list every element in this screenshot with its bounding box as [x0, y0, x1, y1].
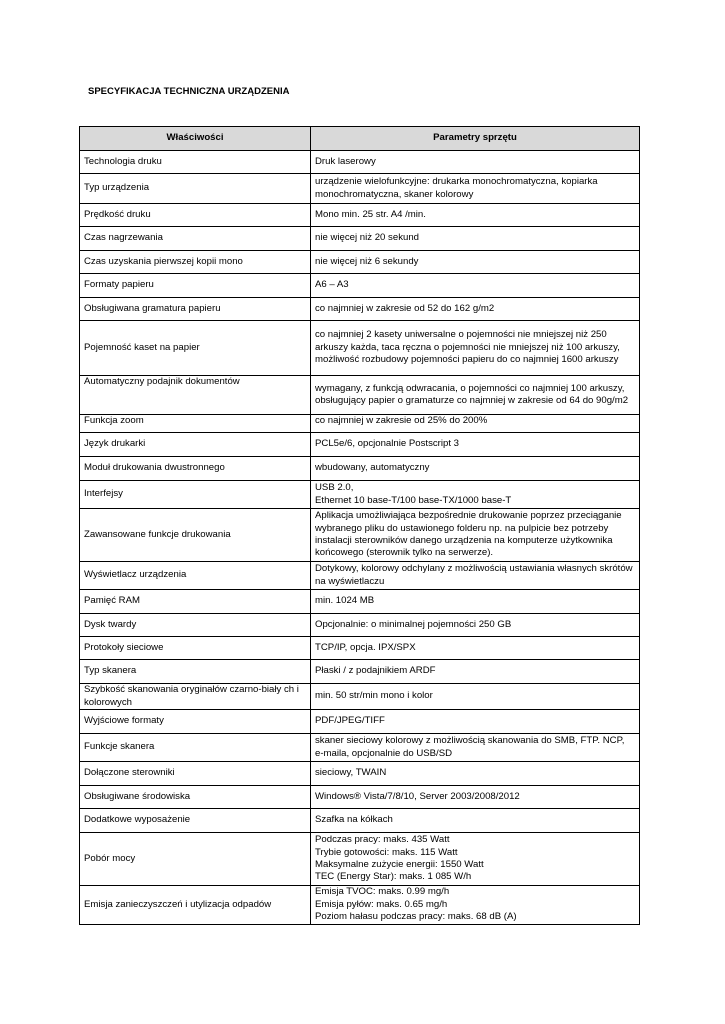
- value-cell: Podczas pracy: maks. 435 Watt Trybie gotowości: maks. 115 Watt Maksymalne zużycie energii: 1550 Watt TEC (Energy Star): maks. 1 085 W/h: [311, 833, 640, 886]
- value-cell: PDF/JPEG/TIFF: [311, 710, 640, 734]
- property-cell: Dołączone sterowniki: [80, 762, 311, 786]
- property-cell: Automatyczny podajnik dokumentów: [80, 376, 311, 415]
- property-cell: Pobór mocy: [80, 833, 311, 886]
- property-cell: Interfejsy: [80, 481, 311, 509]
- property-cell: Funkcje skanera: [80, 734, 311, 762]
- property-cell: Technologia druku: [80, 151, 311, 174]
- table-row: [80, 433, 640, 457]
- value-cell: Aplikacja umożliwiająca bezpośrednie drukowanie poprzez przeciąganie wybranego pliku do ustawionego folderu np. na pulpicie bez potrzeby instalacji sterowników danego urządzenia na komputerze użytkownika końcowego (sterownik tylko na serwerze).: [311, 509, 640, 562]
- value-cell: Emisja TVOC: maks. 0.99 mg/h Emisja pyłów: maks. 0.65 mg/h Poziom hałasu podczas pracy: maks. 68 dB (A): [311, 886, 640, 925]
- table-row: [80, 251, 640, 274]
- table-row: [80, 227, 640, 251]
- value-cell: wymagany, z funkcją odwracania, o pojemności co najmniej 100 arkuszy, obsługujący papier o gramaturze co najmniej w zakresie od 64 do 90g/m2: [311, 376, 640, 415]
- value-cell: Opcjonalnie: o minimalnej pojemności 250 GB: [311, 614, 640, 637]
- table-row: [80, 833, 640, 886]
- property-cell: Dysk twardy: [80, 614, 311, 637]
- property-cell: Typ urządzenia: [80, 174, 311, 204]
- value-cell: PCL5e/6, opcjonalnie Postscript 3: [311, 433, 640, 457]
- table-row: [80, 376, 640, 415]
- specification-table: [79, 126, 640, 925]
- table-row: [80, 710, 640, 734]
- table-row: [80, 614, 640, 637]
- property-cell: Protokoły sieciowe: [80, 637, 311, 660]
- table-row: [80, 274, 640, 298]
- property-cell: Funkcja zoom: [80, 415, 311, 433]
- value-cell: sieciowy, TWAIN: [311, 762, 640, 786]
- value-cell: Mono min. 25 str. A4 /min.: [311, 204, 640, 227]
- property-cell: Prędkość druku: [80, 204, 311, 227]
- value-cell: urządzenie wielofunkcyjne: drukarka monochromatyczna, kopiarka monochromatyczna, skaner kolorowy: [311, 174, 640, 204]
- property-cell: Obsługiwana gramatura papieru: [80, 298, 311, 321]
- column-header-properties: Właściwości: [80, 127, 311, 151]
- table-row: [80, 509, 640, 562]
- value-cell: Dotykowy, kolorowy odchylany z możliwością ustawiania własnych skrótów na wyświetlaczu: [311, 562, 640, 590]
- table-row: [80, 457, 640, 481]
- table-row: [80, 637, 640, 660]
- value-cell: USB 2.0, Ethernet 10 base-T/100 base-TX/1000 base-T: [311, 481, 640, 509]
- property-cell: Emisja zanieczyszczeń i utylizacja odpadów: [80, 886, 311, 925]
- value-cell: skaner sieciowy kolorowy z możliwością skanowania do SMB, FTP. NCP, e-maila, opcjonalnie do USB/SD: [311, 734, 640, 762]
- property-cell: Moduł drukowania dwustronnego: [80, 457, 311, 481]
- table-row: [80, 151, 640, 174]
- table-row: [80, 684, 640, 710]
- value-cell: wbudowany, automatyczny: [311, 457, 640, 481]
- table-row: [80, 415, 640, 433]
- property-cell: Język drukarki: [80, 433, 311, 457]
- value-cell: co najmniej 2 kasety uniwersalne o pojemności nie mniejszej niż 250 arkuszy każda, taca ręczna o pojemności nie mniejszej niż 100 arkuszy, możliwość rozbudowy pojemności papieru do co najmniej 1600 arkuszy: [311, 321, 640, 376]
- table-row: [80, 321, 640, 376]
- table-row: [80, 660, 640, 684]
- table-header-row: [80, 127, 640, 151]
- table-row: [80, 562, 640, 590]
- table-row: [80, 590, 640, 614]
- property-cell: Zawansowane funkcje drukowania: [80, 509, 311, 562]
- property-cell: Czas uzyskania pierwszej kopii mono: [80, 251, 311, 274]
- property-cell: Szybkość skanowania oryginałów czarno-biały ch i kolorowych: [80, 684, 311, 710]
- value-cell: TCP/IP, opcja. IPX/SPX: [311, 637, 640, 660]
- table-row: [80, 886, 640, 925]
- value-cell: co najmniej w zakresie od 52 do 162 g/m2: [311, 298, 640, 321]
- property-cell: Formaty papieru: [80, 274, 311, 298]
- property-cell: Wyjściowe formaty: [80, 710, 311, 734]
- value-cell: Szafka na kółkach: [311, 809, 640, 833]
- table-row: [80, 481, 640, 509]
- table-row: [80, 762, 640, 786]
- table-row: [80, 204, 640, 227]
- value-cell: Płaski / z podajnikiem ARDF: [311, 660, 640, 684]
- property-cell: Dodatkowe wyposażenie: [80, 809, 311, 833]
- property-cell: Czas nagrzewania: [80, 227, 311, 251]
- table-row: [80, 298, 640, 321]
- column-header-parameters: Parametry sprzętu: [311, 127, 640, 151]
- property-cell: Wyświetlacz urządzenia: [80, 562, 311, 590]
- value-cell: Windows® Vista/7/8/10, Server 2003/2008/2012: [311, 786, 640, 809]
- property-cell: Obsługiwane środowiska: [80, 786, 311, 809]
- document-title: SPECYFIKACJA TECHNICZNA URZĄDZENIA: [88, 86, 290, 97]
- table-row: [80, 174, 640, 204]
- value-cell: nie więcej niż 6 sekundy: [311, 251, 640, 274]
- property-cell: Pojemność kaset na papier: [80, 321, 311, 376]
- table-row: [80, 809, 640, 833]
- value-cell: Druk laserowy: [311, 151, 640, 174]
- value-cell: min. 50 str/min mono i kolor: [311, 684, 640, 710]
- value-cell: A6 – A3: [311, 274, 640, 298]
- value-cell: nie więcej niż 20 sekund: [311, 227, 640, 251]
- table-row: [80, 734, 640, 762]
- property-cell: Pamięć RAM: [80, 590, 311, 614]
- value-cell: min. 1024 MB: [311, 590, 640, 614]
- table-row: [80, 786, 640, 809]
- value-cell: co najmniej w zakresie od 25% do 200%: [311, 415, 640, 433]
- property-cell: Typ skanera: [80, 660, 311, 684]
